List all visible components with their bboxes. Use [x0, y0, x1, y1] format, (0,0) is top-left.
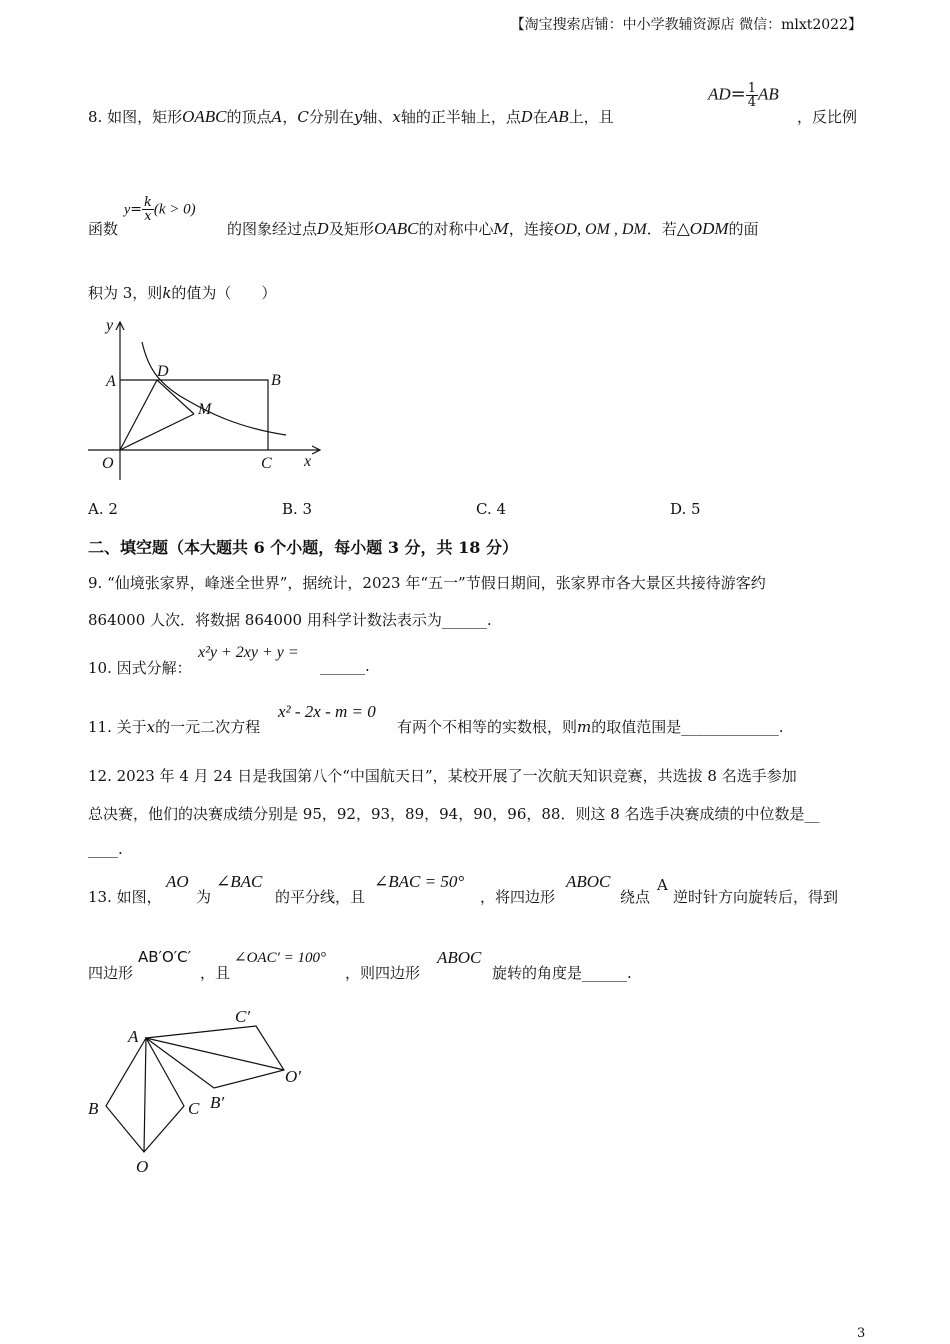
label-o: O [102, 455, 114, 472]
q8-var: x [392, 108, 401, 126]
q8-segments: OD, OM , DM [553, 221, 647, 238]
frac-den: x [144, 209, 152, 224]
q13-text: ，则四边形 [345, 964, 421, 982]
q8-line3 [88, 282, 276, 303]
q8-text: 的值为（ ） [171, 284, 277, 302]
label-b: B [88, 1099, 99, 1118]
q8-var: C [297, 108, 309, 126]
q8-figure [80, 310, 330, 490]
label-c-prime: C′ [235, 1007, 251, 1026]
label-o-prime: O′ [285, 1067, 301, 1086]
q13-text: 绕点 [620, 888, 651, 906]
frac-num: 1 [747, 81, 757, 96]
q11-text: 的一元二次方程 [155, 718, 261, 736]
q13-ao: AO [166, 872, 189, 891]
fn-y: y [124, 202, 131, 218]
hyperbola-curve [142, 342, 286, 435]
q8-text: 分别在 [308, 108, 354, 126]
segment-om [120, 414, 194, 450]
q8-text: 积为 3，则 [88, 284, 163, 302]
q11-text: 有两个不相等的实数根，则 [397, 718, 578, 736]
segment-od [120, 380, 157, 450]
q13-aboc-2: ABOC [437, 948, 482, 967]
frac-den: 4 [747, 95, 757, 110]
q8-line1-end: ，反比例 [797, 108, 858, 126]
segment-dm [157, 380, 194, 414]
fraction-one-quarter [746, 82, 758, 109]
eq-rhs: AB [758, 84, 779, 104]
q8-var: D [317, 220, 330, 238]
frac-num: k [143, 195, 152, 210]
eq-sign: = [730, 83, 746, 105]
q8-var: OABC [182, 107, 227, 126]
q11-var: x [146, 718, 156, 736]
q12-line1: 12. 2023 年 4 月 24 日是我国第八个“中国航天日”，某校开展了一次航天知识竞赛，共选拔 8 名选手参加 [88, 767, 797, 785]
page-number: 3 [857, 1326, 866, 1341]
segment-ao-prime [146, 1038, 284, 1070]
q11-var: m [577, 718, 592, 736]
q8-text: 轴、 [362, 108, 393, 126]
q13-text: ，将四边形 [480, 888, 556, 906]
label-d: D [157, 363, 169, 380]
page-header: 【淘宝搜索店铺：中小学教辅资源店 微信：mlxt2022】 [510, 17, 862, 33]
q8-text: 的图象经过点 [227, 220, 318, 238]
section2-title: 二、填空题（本大题共 6 个小题，每小题 3 分，共 18 分） [88, 538, 518, 557]
q12-line2: 总决赛，他们的决赛成绩分别是 95，92，93，89，94，90，96，88．则这 8 名选手决赛成绩的中位数是__ [88, 805, 820, 823]
label-c: C [188, 1099, 200, 1118]
q10-blank: ______. [320, 657, 370, 675]
q8-line2 [88, 218, 118, 239]
q11-line [88, 716, 260, 737]
q13-aboc: ABOC [566, 872, 611, 891]
q13-angle-bac: ∠BAC [216, 872, 263, 891]
q8-var: y [353, 108, 363, 126]
q8-text: 的顶点 [226, 108, 272, 126]
label-a: A [106, 373, 116, 390]
q8-var: M [493, 220, 509, 238]
q8-triangle: △ODM [676, 219, 729, 238]
label-a: A [128, 1027, 139, 1046]
fn-eq: = [130, 201, 142, 218]
eq-lhs: AD [708, 84, 731, 104]
q8-var: D [520, 108, 533, 126]
fraction-k-over-x [142, 196, 154, 223]
q11-text: 的取值范围是_____________. [591, 718, 784, 736]
q8-text: 上，且 [568, 108, 614, 126]
q13-text: 的平分线，且 [275, 888, 366, 906]
fn-cond: (k > 0) [153, 201, 196, 218]
q8-option-b: B. 3 [282, 500, 313, 518]
q8-text: 的对称中心 [418, 220, 494, 238]
q8-text: 8. 如图，矩形 [88, 108, 183, 126]
q8-text: ．若 [646, 220, 677, 238]
q13-line1-start: 13. 如图， [88, 888, 162, 906]
q12-line3: ____. [88, 840, 123, 858]
q13-text: 为 [196, 888, 212, 906]
q8-var: A [271, 108, 283, 126]
q8-text: ， [282, 108, 298, 126]
q8-text: 及矩形 [329, 220, 375, 238]
q11-line-end [397, 716, 784, 737]
q9-line2: 864000 人次．将数据 864000 用科学计数法表示为______. [88, 611, 492, 629]
q13-figure [80, 1000, 320, 1180]
quad-ab-prime-o-prime-c-prime [146, 1026, 284, 1088]
q13-text: ，且 [200, 964, 231, 982]
q8-line2-rest [227, 218, 759, 239]
q13-angle-bac-50: ∠BAC = 50° [374, 872, 465, 891]
q13-text: 四边形 [88, 964, 134, 982]
q13-aboc-prime: AB′O′C′ [138, 948, 192, 966]
q8-option-a: A. 2 [88, 500, 118, 518]
q11-text: 11. 关于 [88, 718, 147, 736]
q13-text: 旋转的角度是______. [492, 964, 632, 982]
label-m: M [198, 401, 212, 418]
label-b-prime: B′ [210, 1093, 225, 1112]
q8-option-c: C. 4 [476, 500, 507, 518]
q13-point-a: A [657, 876, 668, 894]
q8-equation-ad [708, 82, 779, 109]
q8-text: 函数 [88, 220, 119, 238]
q11-equation: x² - 2x - m = 0 [278, 702, 376, 721]
q8-text: 在 [532, 108, 548, 126]
label-b: B [271, 372, 281, 389]
label-o: O [136, 1157, 149, 1176]
q8-var: k [162, 284, 172, 302]
segment-ao [144, 1038, 146, 1152]
q13-angle-oac-100: ∠OAC′ = 100° [234, 950, 326, 966]
label-x: x [304, 453, 312, 470]
q8-var: AB [547, 107, 569, 126]
q8-text: 轴的正半轴上，点 [400, 108, 521, 126]
q10-expression: x²y + 2xy + y = [198, 644, 299, 661]
label-y: y [106, 317, 114, 334]
label-c: C [261, 455, 272, 472]
q8-function [124, 196, 196, 223]
q8-text: 的面 [728, 220, 759, 238]
q10-label: 10. 因式分解： [88, 659, 192, 677]
q8-line1 [88, 106, 614, 127]
q8-text: ，连接 [508, 220, 554, 238]
q8-var: OABC [374, 219, 419, 238]
q8-option-d: D. 5 [670, 500, 701, 518]
q9-line1: 9. “仙境张家界，峰迷全世界”，据统计，2023 年“五一”节假日期间，张家界市各大景区共接待游客约 [88, 574, 766, 592]
q13-text: 逆时针方向旋转后，得到 [673, 888, 839, 906]
